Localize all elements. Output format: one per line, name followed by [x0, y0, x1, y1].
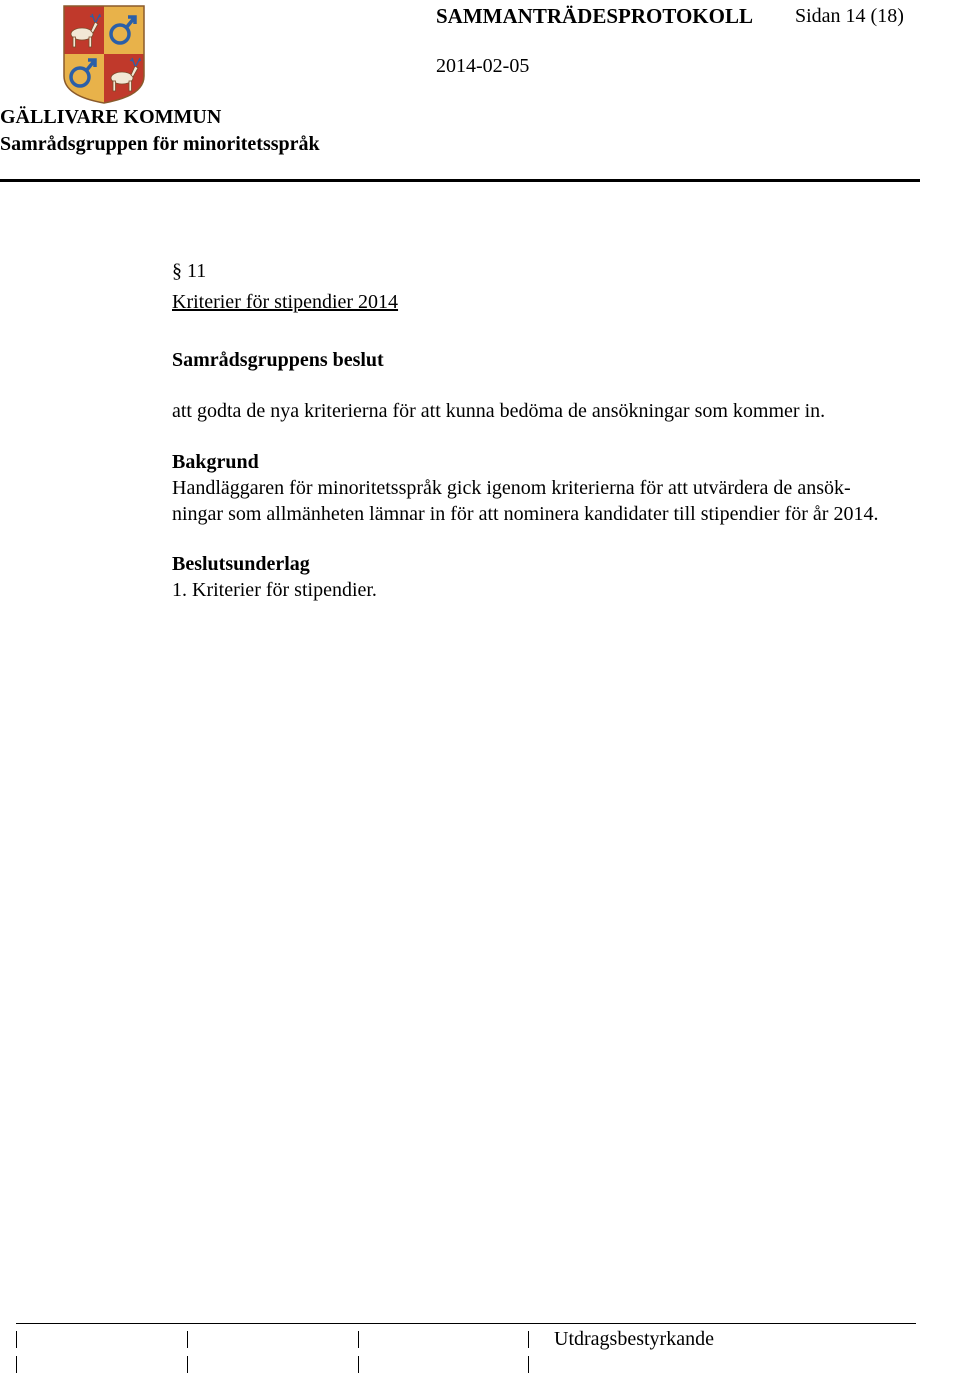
signature-box-divider [187, 1331, 188, 1348]
background-line: Handläggaren för minoritetsspråk gick igenom kriterierna för att utvärdera de ansök- [172, 477, 851, 499]
signature-box-divider [16, 1356, 17, 1373]
header-divider [0, 179, 920, 182]
meeting-date: 2014-02-05 [436, 55, 530, 77]
organization-name: GÄLLIVARE KOMMUN [0, 106, 222, 128]
signature-box-divider [528, 1356, 529, 1373]
basis-heading: Beslutsunderlag [172, 553, 310, 575]
gallivare-coat-of-arms-icon [62, 4, 146, 104]
committee-name: Samrådsgruppen för minoritetsspråk [0, 133, 320, 155]
page-number: Sidan 14 (18) [795, 5, 904, 27]
extract-certification-label: Utdragsbestyrkande [554, 1328, 714, 1350]
signature-box-divider [358, 1331, 359, 1348]
background-heading: Bakgrund [172, 451, 259, 473]
basis-item: 1. Kriterier för stipendier. [172, 579, 377, 601]
decision-heading: Samrådsgruppens beslut [172, 349, 384, 371]
background-line: ningar som allmänheten lämnar in för att nominera kandidater till stipendier för år 2014. [172, 503, 879, 525]
signature-box-divider [528, 1331, 529, 1348]
signature-box-divider [187, 1356, 188, 1373]
document-type: SAMMANTRÄDESPROTOKOLL [436, 4, 753, 28]
paragraph-number: § 11 [172, 260, 207, 282]
decision-text: att godta de nya kriterierna för att kunna bedöma de ansökningar som kommer in. [172, 400, 826, 422]
signature-box-divider [16, 1331, 17, 1348]
signature-box-divider [358, 1356, 359, 1373]
paragraph-title: Kriterier för stipendier 2014 [172, 291, 399, 313]
footer-divider [16, 1323, 916, 1324]
